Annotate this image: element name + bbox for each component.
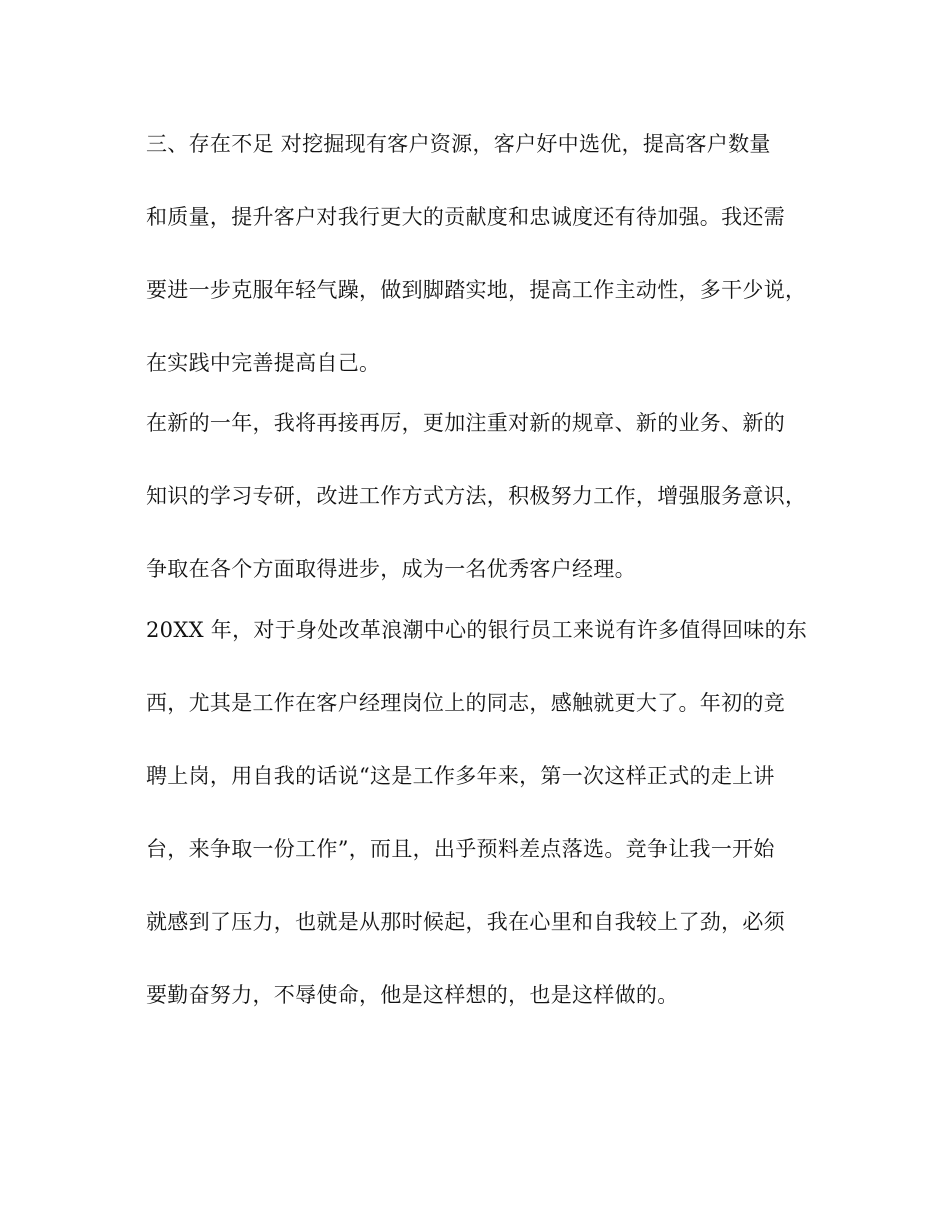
text-line: 知识的学习专研，改进工作方式方法，积极努力工作，增强服务意识， [146, 484, 807, 508]
text-line: 20XX 年，对于身处改革浪潮中心的银行员工来说有许多值得回味的东 [146, 618, 808, 642]
text-line: 就感到了压力，也就是从那时候起，我在心里和自我较上了劲，必须 [146, 910, 785, 934]
text-line: 要勤奋努力，不辱使命，他是这样想的，也是这样做的。 [146, 983, 679, 1007]
text-line: 台，来争取一份工作”，而且，出乎预料差点落选。竞争让我一开始 [146, 837, 775, 861]
text-line: 和质量，提升客户对我行更大的贡献度和忠诚度还有待加强。我还需 [146, 205, 785, 229]
text-line: 要进一步克服年轻气躁，做到脚踏实地，提高工作主动性，多干少说， [146, 278, 807, 302]
text-line: 在实践中完善提高自己。 [146, 351, 381, 375]
text-line: 争取在各个方面取得进步，成为一名优秀客户经理。 [146, 557, 636, 581]
text-line: 聘上岗，用自我的话说“这是工作多年来，第一次这样正式的走上讲 [146, 764, 775, 788]
text-line: 在新的一年，我将再接再厉，更加注重对新的规章、新的业务、新的 [146, 411, 785, 435]
text-line: 三、存在不足 对挖掘现有客户资源，客户好中选优，提高客户数量 [146, 132, 771, 156]
text-line: 西，尤其是工作在客户经理岗位上的同志，感触就更大了。年初的竞 [146, 691, 785, 715]
